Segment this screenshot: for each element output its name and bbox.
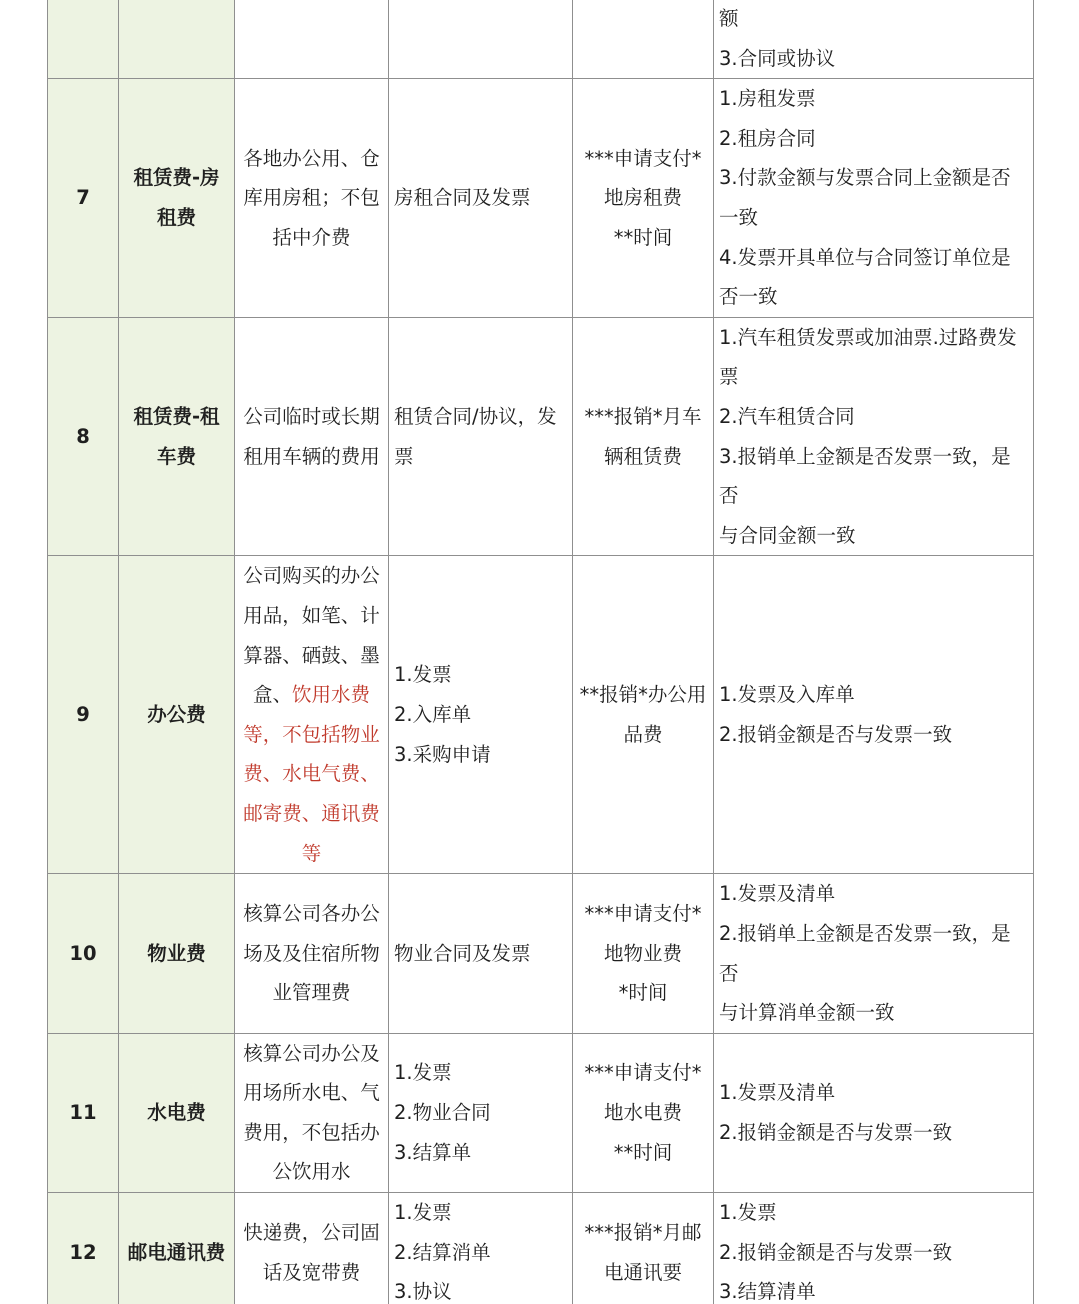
scope-text: 公司购买的办公用品，如笔、计算器、硒鼓、墨盒、 <box>243 564 380 707</box>
expense-name-cell: 邮电通讯费 <box>119 1193 235 1304</box>
check-line: 2.租房合同 <box>719 126 816 150</box>
expense-name-cell <box>119 0 235 79</box>
check-line: 2.报销金额是否与发票一致 <box>719 1120 953 1144</box>
check-line: 1.汽车租赁发票或加油票.过路费发票 <box>719 325 1017 389</box>
basis-line: 租赁合同/协议，发票 <box>394 404 557 468</box>
scope-cell <box>235 1033 389 1192</box>
expense-name-cell: 办公费 <box>119 556 235 874</box>
check-line: 与计算消单金额一致 <box>719 1001 895 1025</box>
basis-cell <box>389 79 573 318</box>
basis-cell <box>389 1033 573 1192</box>
path-cell <box>573 1193 714 1304</box>
path-line: ***申请支付*地物业费 <box>584 902 702 965</box>
scope-highlight-text: 饮用水费等，不包括物业费、水电气费、邮寄费、通讯费等 <box>243 683 380 865</box>
table-row <box>48 317 1034 556</box>
expense-name-cell: 水电费 <box>119 1033 235 1192</box>
table-row <box>48 79 1034 318</box>
basis-line: 房租合同及发票 <box>394 186 531 210</box>
basis-line: 2.入库单 <box>394 703 472 727</box>
check-line: 3.付款金额与发票合同上金额是否一致 <box>719 166 1011 229</box>
check-cell <box>714 317 1034 556</box>
check-line: 2.报销金额是否与发票一致 <box>719 722 953 746</box>
basis-cell <box>389 556 573 874</box>
basis-line: 2.物业合同 <box>394 1101 491 1125</box>
check-cell <box>714 874 1034 1033</box>
row-number-cell: 11 <box>48 1033 119 1192</box>
basis-cell <box>389 317 573 556</box>
check-line: 与合同金额一致 <box>719 523 856 547</box>
path-line: *时间 <box>618 981 668 1005</box>
scope-text: 快递费，公司固话及宽带费 <box>243 1220 380 1284</box>
check-cell <box>714 556 1034 874</box>
check-cell <box>714 79 1034 318</box>
table-row <box>48 1033 1034 1192</box>
path-line: ***报销*月邮电通讯要 <box>584 1220 702 1284</box>
check-line: 3.合同或协议 <box>719 46 836 70</box>
basis-line: 1.发票 <box>394 1061 452 1085</box>
check-cell <box>714 1033 1034 1192</box>
scope-cell <box>235 317 389 556</box>
path-cell <box>573 317 714 556</box>
path-line: ***申请支付*地水电费 <box>584 1061 702 1125</box>
path-cell <box>573 556 714 874</box>
check-line: 3.报销单上金额是否发票一致，是否 <box>719 444 1011 508</box>
path-cell <box>573 79 714 318</box>
path-line: **报销*办公用品费 <box>579 683 707 746</box>
check-line: 1.发票 <box>719 1201 777 1225</box>
check-line: 1.发票及清单 <box>719 1081 836 1105</box>
basis-line: 3.结算单 <box>394 1140 472 1164</box>
table-body <box>48 0 1034 1304</box>
basis-line: 2.结算消单 <box>394 1240 491 1264</box>
check-line: 1.发票及入库单 <box>719 683 855 707</box>
basis-cell <box>389 874 573 1033</box>
row-number-cell: 10 <box>48 874 119 1033</box>
check-line: 1.房租发票 <box>719 87 816 111</box>
check-line: 1.发票及清单 <box>719 882 836 906</box>
row-number-cell: 8 <box>48 317 119 556</box>
expense-table <box>47 0 1034 1304</box>
path-line: **时间 <box>613 225 673 249</box>
expense-name-cell: 租赁费-房租费 <box>119 79 235 318</box>
scope-text: 公司临时或长期租用车辆的费用 <box>243 404 380 468</box>
check-line: 额 <box>719 7 739 30</box>
basis-cell <box>389 0 573 79</box>
check-line: 2.汽车租赁合同 <box>719 404 855 428</box>
table-row <box>48 874 1034 1033</box>
path-cell <box>573 874 714 1033</box>
basis-cell <box>389 1193 573 1304</box>
check-cell <box>714 0 1034 79</box>
path-cell <box>573 1033 714 1192</box>
check-line: 4.发票开具单位与合同签订单位是否一致 <box>719 245 1011 309</box>
basis-line: 3.采购申请 <box>394 742 491 766</box>
scope-cell <box>235 1193 389 1304</box>
scope-text: 核算公司办公及用场所水电、气费用，不包括办公饮用水 <box>243 1041 380 1184</box>
scope-cell <box>235 556 389 874</box>
path-line: ***申请支付*地房租费 <box>584 146 702 210</box>
check-line: 2.报销金额是否与发票一致 <box>719 1240 953 1264</box>
expense-name-cell: 租赁费-租车费 <box>119 317 235 556</box>
row-number-cell <box>48 0 119 79</box>
basis-line: 1.发票 <box>394 1201 452 1225</box>
scope-text: 各地办公用、仓库用房租；不包括中介费 <box>243 146 380 249</box>
basis-line: 物业合同及发票 <box>394 941 531 965</box>
check-cell <box>714 1193 1034 1304</box>
table-row <box>48 1193 1034 1304</box>
table-row <box>48 556 1034 874</box>
scope-cell <box>235 874 389 1033</box>
row-number-cell: 9 <box>48 556 119 874</box>
expense-name-cell: 物业费 <box>119 874 235 1033</box>
row-number-cell: 7 <box>48 79 119 318</box>
path-line: ***报销*月车辆租赁费 <box>584 404 702 468</box>
table-row-partial <box>48 0 1034 79</box>
check-line: 2.报销单上金额是否发票一致，是否 <box>719 921 1011 985</box>
basis-line: 1.发票 <box>394 663 452 687</box>
check-line: 3.结算清单 <box>719 1280 816 1304</box>
path-cell <box>573 0 714 79</box>
scope-text: 核算公司各办公场及及住宿所物业管理费 <box>243 902 380 1005</box>
scope-cell <box>235 79 389 318</box>
path-line: **时间 <box>613 1140 673 1164</box>
row-number-cell: 12 <box>48 1193 119 1304</box>
scope-cell <box>235 0 389 79</box>
basis-line: 3.协议 <box>394 1280 452 1304</box>
